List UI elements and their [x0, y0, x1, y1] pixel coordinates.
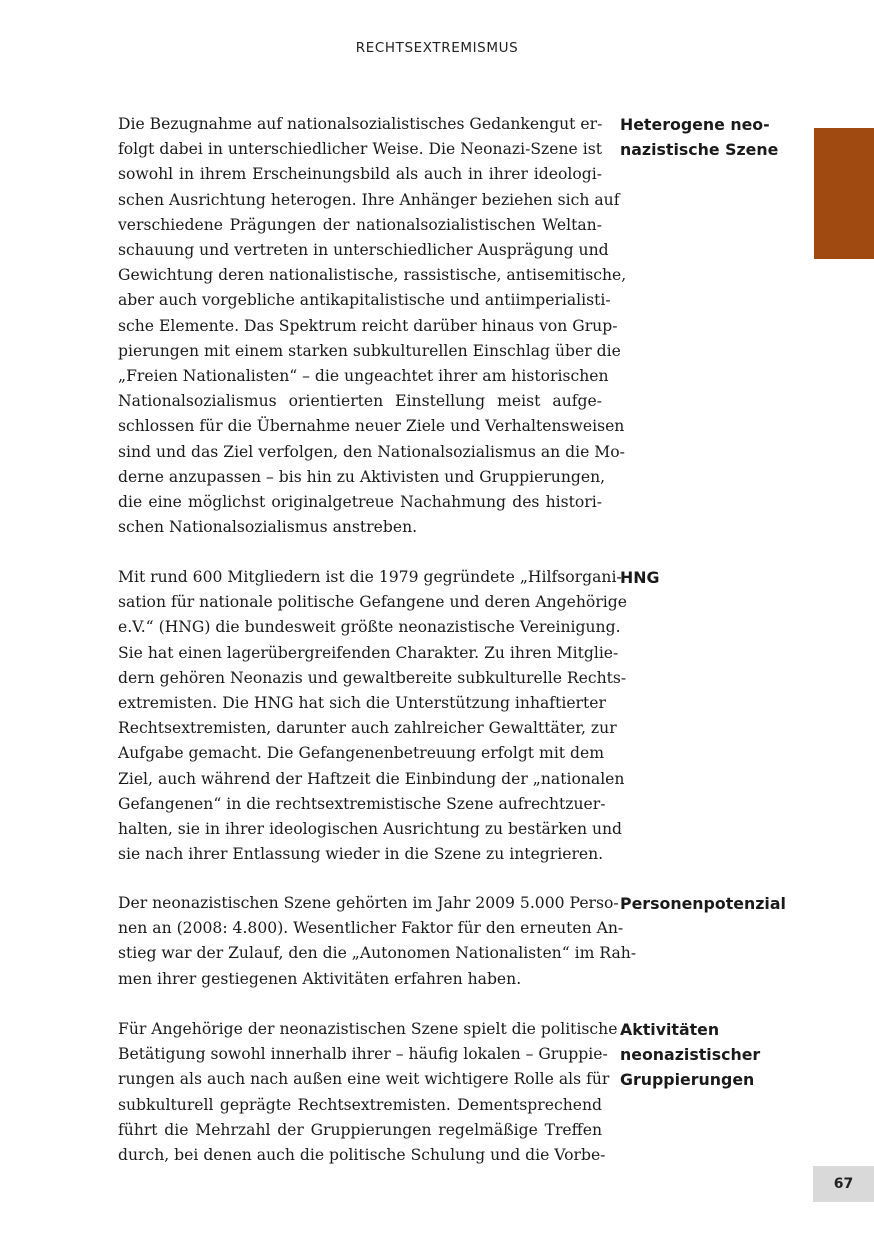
- text-line: subkulturell geprägte Rechtsextremisten. Dementsprechend: [118, 1095, 602, 1114]
- text-line: führt die Mehrzahl der Gruppierungen regelmäßige Treffen: [118, 1120, 602, 1139]
- text-line: sie nach ihrer Entlassung wieder in die Szene zu integrieren.: [118, 845, 604, 864]
- text-line: schen Nationalsozialismus anstreben.: [118, 518, 418, 537]
- text-line: schlossen für die Übernahme neuer Ziele und Verhaltensweisen: [118, 417, 625, 436]
- paragraph-hng: [118, 565, 627, 867]
- margin-label-line: Heterogene neo-: [620, 115, 770, 134]
- paragraph-text: [118, 1017, 618, 1168]
- text-line: stieg war der Zulauf, den die „Autonomen Nationalisten“ im Rah-: [118, 944, 637, 963]
- text-line: sation für nationale politische Gefangene und deren Angehörige: [118, 593, 627, 612]
- text-line: schen Ausrichtung heterogen. Ihre Anhänger beziehen sich auf: [118, 190, 620, 209]
- margin-label-line: HNG: [620, 568, 660, 587]
- text-line: Mit rund 600 Mitgliedern ist die 1979 gegründete „Hilfsorgani-: [118, 568, 622, 586]
- paragraph-aktivitaeten: [118, 1017, 618, 1168]
- text-line: e.V.“ (HNG) die bundesweit größte neonazistische Vereinigung.: [118, 618, 621, 637]
- text-line: Ziel, auch während der Haftzeit die Einbindung der „nationalen: [118, 769, 625, 788]
- page-number: 67: [813, 1166, 874, 1202]
- text-line: Betätigung sowohl innerhalb ihrer – häufig lokalen – Gruppie-: [118, 1045, 608, 1064]
- text-line: die eine möglichst originalgetreue Nachahmung des histori-: [118, 493, 602, 512]
- text-line: derne anzupassen – bis hin zu Aktivisten und Gruppierungen,: [118, 467, 606, 486]
- text-line: verschiedene Prägungen der nationalsozialistischen Weltan-: [118, 215, 602, 234]
- paragraph-heterogene-szene: [118, 112, 627, 540]
- text-line: pierungen mit einem starken subkulturellen Einschlag über die: [118, 341, 621, 360]
- text-line: nen an (2008: 4.800). Wesentlicher Faktor für den erneuten An-: [118, 919, 624, 938]
- text-line: Gefangenen“ in die rechtsextremistische Szene aufrechtzuer-: [118, 794, 606, 813]
- margin-label-hng: [620, 565, 805, 590]
- text-line: durch, bei denen auch die politische Schulung und die Vorbe-: [118, 1146, 606, 1165]
- chapter-color-tab: [814, 128, 874, 259]
- running-head-title: RECHTSEXTREMISMUS: [355, 40, 519, 56]
- margin-label-aktivitaeten: [620, 1017, 805, 1093]
- text-line: extremisten. Die HNG hat sich die Unterstützung inhaftierter: [118, 694, 606, 713]
- text-line: Die Bezugnahme auf nationalsozialistisches Gedankengut er-: [118, 115, 603, 133]
- text-line: halten, sie in ihrer ideologischen Ausrichtung zu bestärken und: [118, 820, 623, 839]
- text-line: Nationalsozialismus orientierten Einstellung meist aufge-: [118, 392, 602, 411]
- text-line: Der neonazistischen Szene gehörten im Jahr 2009 5.000 Perso-: [118, 894, 619, 912]
- text-line: Rechtsextremisten, darunter auch zahlreicher Gewalttäter, zur: [118, 719, 617, 738]
- margin-label-line: neonazistischer: [620, 1045, 761, 1065]
- text-line: Gewichtung deren nationalistische, rassistische, antisemitische,: [118, 266, 627, 285]
- margin-label-line: Aktivitäten: [620, 1020, 720, 1039]
- text-line: sind und das Ziel verfolgen, den Nationalsozialismus an die Mo-: [118, 442, 625, 461]
- text-line: „Freien Nationalisten“ – die ungeachtet ihrer am historischen: [118, 367, 609, 386]
- text-line: Sie hat einen lagerübergreifenden Charakter. Zu ihren Mitglie-: [118, 643, 619, 662]
- text-line: folgt dabei in unterschiedlicher Weise. Die Neonazi-Szene ist: [118, 140, 602, 159]
- text-line: men ihrer gestiegenen Aktivitäten erfahren haben.: [118, 969, 522, 988]
- margin-label-personenpotenzial: [620, 891, 805, 916]
- paragraph-text: [118, 565, 627, 867]
- text-line: Für Angehörige der neonazistischen Szene spielt die politische: [118, 1020, 618, 1038]
- margin-label-heterogene-szene: [620, 112, 805, 162]
- margin-label-line: Gruppierungen: [620, 1070, 755, 1090]
- text-line: aber auch vorgebliche antikapitalistische und antiimperialisti-: [118, 291, 611, 310]
- paragraph-text: [118, 112, 627, 540]
- paragraph-personenpotenzial: [118, 891, 637, 992]
- text-line: Aufgabe gemacht. Die Gefangenenbetreuung erfolgt mit dem: [118, 744, 605, 763]
- margin-label-line: Personenpotenzial: [620, 894, 786, 913]
- text-line: sche Elemente. Das Spektrum reicht darüber hinaus von Grup-: [118, 316, 618, 335]
- text-line: dern gehören Neonazis und gewaltbereite subkulturelle Rechts-: [118, 668, 627, 687]
- text-line: rungen als auch nach außen eine weit wichtigere Rolle als für: [118, 1070, 610, 1089]
- margin-label-line: nazistische Szene: [620, 140, 779, 160]
- paragraph-text: [118, 891, 637, 992]
- text-line: schauung und vertreten in unterschiedlicher Ausprägung und: [118, 241, 609, 260]
- text-line: sowohl in ihrem Erscheinungsbild als auch in ihrer ideologi-: [118, 165, 602, 184]
